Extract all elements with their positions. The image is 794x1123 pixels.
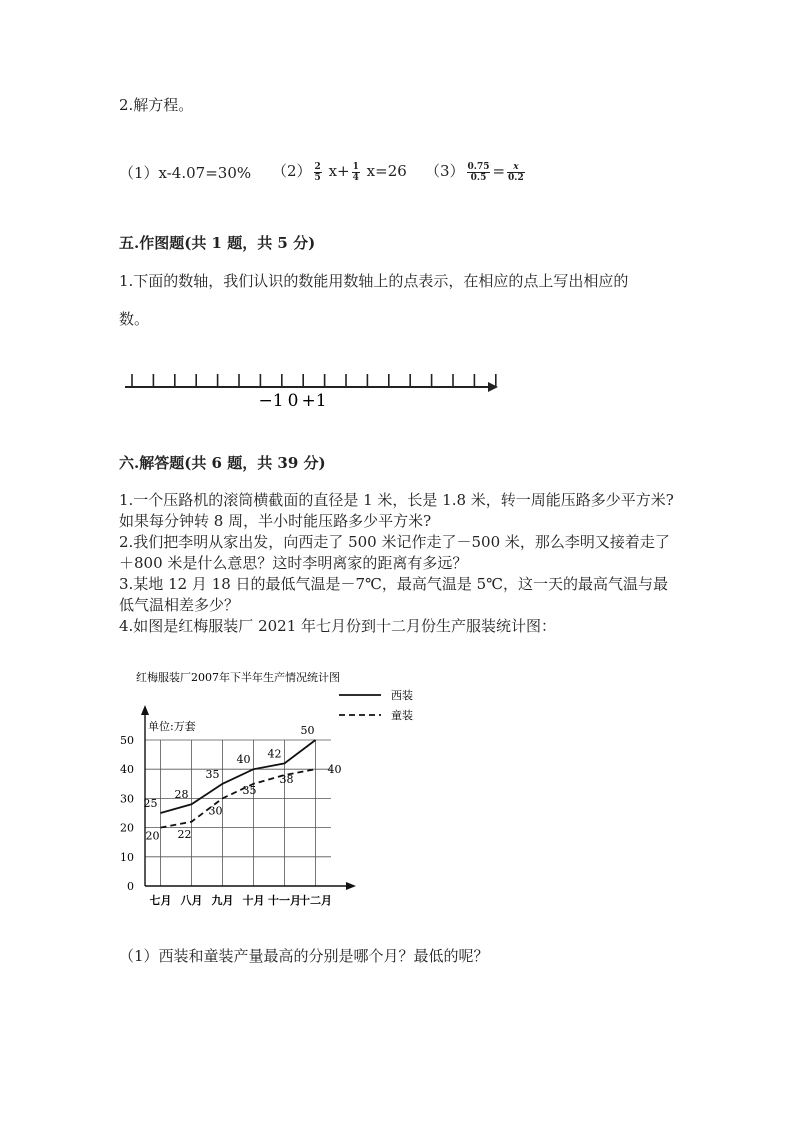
- data-label: 35: [205, 767, 220, 781]
- x-tick-label: 十二月: [299, 894, 332, 907]
- number-line-ticks: [132, 374, 496, 387]
- data-label: 30: [208, 804, 223, 818]
- fraction-numerator: 2: [314, 161, 321, 172]
- x-tick-label: 八月: [180, 894, 203, 907]
- chart-legend: [339, 688, 413, 722]
- y-tick-label: 50: [120, 734, 134, 747]
- fraction-numerator: x: [507, 162, 525, 173]
- data-label: 35: [242, 783, 257, 797]
- chart-x-ticks: [150, 893, 333, 907]
- fraction-one-quarter: [352, 162, 360, 183]
- equation-2-suffix: x=26: [366, 162, 407, 180]
- fraction-denominator: 0.2: [508, 172, 524, 183]
- fraction-right: [507, 162, 525, 183]
- section-5-question-line-2: 数。: [119, 310, 150, 328]
- sub-question-1: （1）西装和童装产量最高的分别是哪个月？最低的呢？: [119, 947, 489, 965]
- data-label: 38: [279, 773, 294, 787]
- equation-2-mid: x+: [328, 162, 350, 180]
- equation-2: [272, 160, 407, 183]
- data-label: 28: [174, 788, 189, 802]
- equation-1: （1）x-4.07=30%: [119, 164, 252, 182]
- fraction-denominator: 4: [352, 172, 359, 183]
- chart-series: [144, 724, 342, 843]
- data-label: 50: [300, 724, 315, 737]
- number-line-label-minus-one: −1: [258, 391, 284, 411]
- fraction-denominator: 0.5: [470, 172, 487, 183]
- data-label: 42: [267, 747, 282, 761]
- arrow-right-icon: [346, 882, 356, 890]
- y-tick-label: 0: [127, 880, 134, 893]
- chart-title: 红梅服装厂2007年下半年生产情况统计图: [136, 671, 340, 684]
- equals-sign: =: [492, 162, 506, 180]
- x-tick-label: 九月: [211, 894, 234, 907]
- fraction-numerator: 0.75: [467, 161, 490, 172]
- fraction-two-fifths: [314, 162, 322, 183]
- section-5-title: 五.作图题(共 1 题，共 5 分): [119, 234, 316, 252]
- section-6-question-1: 1.一个压路机的滚筒横截面的直径是 1 米，长是 1.8 米，转一周能压路多少平方米?如果每分钟转 8 周，半小时能压路多少平方米?: [119, 491, 674, 530]
- equation-2-prefix: （2）: [272, 162, 312, 180]
- data-label: 22: [177, 827, 192, 841]
- section-6-question-4: 4.如图是红梅服装厂 2021 年七月份到十二月份生产服装统计图：: [119, 617, 557, 635]
- number-line-label-plus-one: +1: [301, 391, 327, 411]
- section-6-question-2: 2.我们把李明从家出发，向西走了 500 米记作走了－500 米，那么李明又接着走了＋800 米是什么意思？这时李明离家的距离有多远？: [119, 533, 670, 572]
- equation-3: [425, 160, 527, 183]
- y-tick-label: 10: [120, 850, 134, 864]
- data-label: 25: [143, 797, 158, 810]
- equation-3-prefix: （3）: [425, 162, 465, 180]
- data-label: 40: [236, 753, 251, 767]
- equation-heading: 2.解方程。: [119, 96, 194, 114]
- x-tick-label: 十月: [242, 894, 265, 907]
- fraction-numerator: 1: [352, 161, 359, 172]
- chart-y-ticks: [120, 734, 134, 893]
- production-line-chart: [110, 660, 430, 920]
- x-tick-label: 七月: [149, 894, 172, 907]
- number-line-label-zero: 0: [287, 391, 299, 411]
- legend-label: 西装: [391, 689, 413, 702]
- x-tick-label: 十一月: [268, 894, 301, 907]
- section-5-question-line-1: 1.下面的数轴，我们认识的数能用数轴上的点表示，在相应的点上写出相应的: [119, 272, 629, 290]
- legend-label: 童装: [391, 709, 413, 722]
- data-label: 40: [327, 763, 342, 777]
- data-label: 20: [145, 829, 160, 843]
- section-6-title: 六.解答题(共 6 题，共 39 分): [119, 454, 326, 472]
- fraction-left: [467, 162, 491, 183]
- y-tick-label: 20: [120, 821, 134, 835]
- number-line: [120, 368, 510, 412]
- section-6-question-3: 3.某地 12 月 18 日的最低气温是－7℃，最高气温是 5℃，这一天的最高气温与最低气温相差多少？: [119, 575, 668, 614]
- arrow-up-icon: [141, 705, 149, 715]
- chart-unit-label: 单位:万套: [148, 720, 196, 733]
- y-tick-label: 40: [120, 763, 134, 777]
- y-tick-label: 30: [120, 792, 134, 806]
- fraction-denominator: 5: [314, 172, 321, 183]
